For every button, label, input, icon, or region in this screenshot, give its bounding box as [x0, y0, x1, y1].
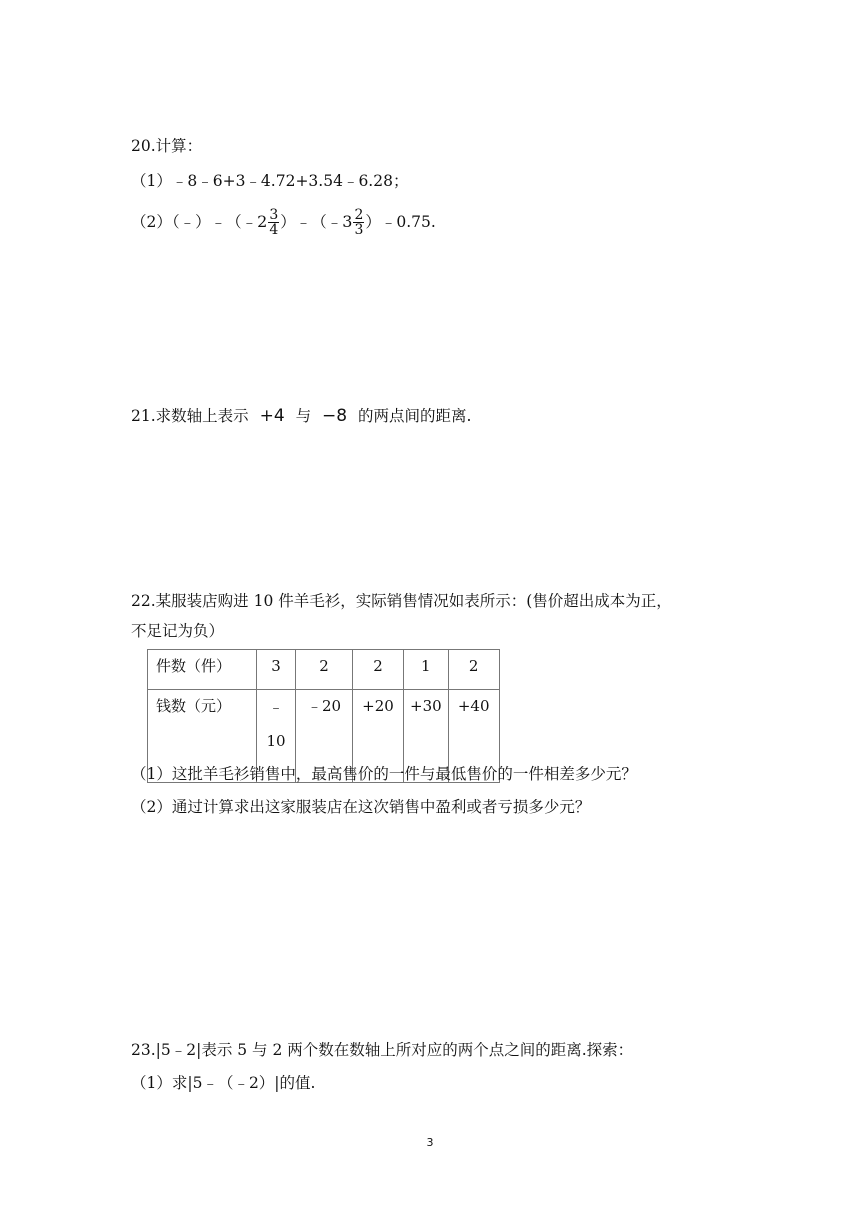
fraction — [353, 208, 364, 237]
q21-value-b: −8 — [322, 406, 348, 426]
q22-subquestion-1: （1）这批羊毛衫销售中，最高售价的一件与最低售价的一件相差多少元？ — [131, 765, 637, 783]
fraction-denominator: 4 — [269, 221, 279, 238]
q20-title: 20.计算： — [131, 137, 203, 155]
q23-line1: 23.|5﹣2|表示 5 与 2 两个数在数轴上所对应的两个点之间的距离.探索： — [131, 1041, 634, 1059]
page-number: 3 — [426, 1136, 434, 1149]
mixed-whole: 2 — [257, 212, 268, 231]
fraction-numerator: 3 — [269, 206, 279, 223]
table-cell: 2 — [448, 650, 499, 690]
fraction-denominator: 3 — [354, 221, 364, 238]
table-cell: ﹣20 — [296, 690, 353, 783]
table-cell: 2 — [353, 650, 404, 690]
table-cell: +40 — [448, 690, 499, 783]
table-cell: +30 — [404, 690, 449, 783]
fraction-numerator: 2 — [354, 206, 364, 223]
table-cell: 3 — [257, 650, 296, 690]
q21-mid: 与 — [295, 407, 312, 425]
q20-part1: （1）﹣8﹣6+3﹣4.72+3.54﹣6.28； — [131, 172, 409, 190]
table-header-quantity: 件数（件） — [148, 650, 257, 690]
q20-part2-suffix: ）﹣0.75. — [365, 213, 436, 231]
q21-value-a: +4 — [259, 406, 285, 426]
table-cell: 2 — [296, 650, 353, 690]
q22-subquestion-2: （2）通过计算求出这家服装店在这次销售中盈利或者亏损多少元？ — [131, 798, 591, 816]
q20-part2-mid: ）﹣（﹣ — [280, 213, 343, 231]
q21-text — [131, 405, 471, 427]
q22-line1: 22.某服装店购进 10 件羊毛衫，实际销售情况如表所示：(售价超出成本为正， — [131, 592, 672, 610]
q23-line2: （1）求|5﹣（﹣2）|的值. — [131, 1074, 316, 1092]
q21-suffix: 的两点间的距离. — [358, 407, 472, 425]
table-header-amount: 钱数（元） — [148, 690, 257, 783]
mixed-whole: 3 — [342, 212, 353, 231]
table-cell: +20 — [353, 690, 404, 783]
table-cell: 1 — [404, 650, 449, 690]
q20-part2 — [131, 207, 436, 237]
q21-prefix: 21.求数轴上表示 — [131, 407, 249, 425]
q20-part2-prefix: （2）（﹣）﹣（﹣ — [131, 213, 258, 231]
table-cell-value: 10 — [266, 732, 286, 750]
table-row-quantity — [148, 650, 500, 690]
table-cell-minus: ﹣ — [268, 698, 284, 716]
mixed-number-3-2-3 — [342, 207, 365, 237]
fraction — [268, 208, 279, 237]
mixed-number-2-3-4 — [257, 207, 280, 237]
q22-line2: 不足记为负） — [131, 622, 225, 640]
